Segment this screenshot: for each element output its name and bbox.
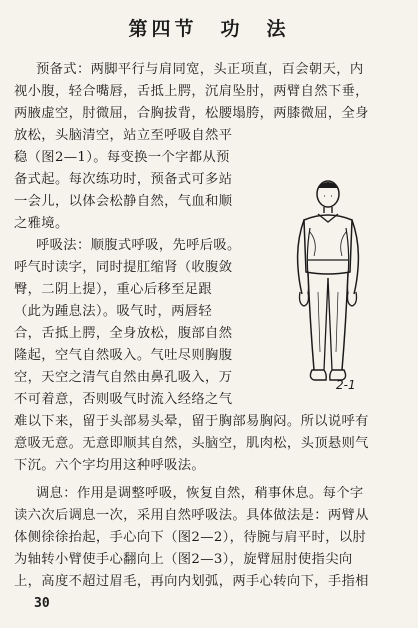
- section-title: 第四节 功 法: [128, 18, 290, 40]
- text-line: 下沉。六个字均用这种呼吸法。: [14, 458, 206, 473]
- text-line: 为轴转小臂使手心翻向上（图2—3），旋臂屈肘使指尖向: [14, 552, 353, 567]
- text-line: 呼吸法：顺腹式呼吸，先呼后吸。: [36, 238, 241, 253]
- text-line: 一会儿，以体会松静自然，气血和顺: [14, 194, 233, 209]
- text-line: 放松，头脑清空，站立至呼吸自然平: [14, 128, 233, 143]
- text-line: 臀，二阴上提），重心后移至足跟: [14, 282, 213, 297]
- text-line: 体侧徐徐抬起，手心向下（图2—2），待腕与肩平时，以肘: [14, 530, 367, 545]
- text-line: 之雅境。: [14, 216, 69, 231]
- text-line: 两腋虚空，肘微屈，合胸拔背，松腰塌胯，两膝微屈，全身: [14, 106, 369, 121]
- text-line: 备式起。每次练功时，预备式可多站: [14, 172, 233, 187]
- standing-person-illustration: [270, 172, 390, 392]
- text-line: 隆起，空气自然吸入。气吐尽则胸腹: [14, 348, 233, 363]
- page-number: 30: [34, 596, 50, 611]
- text-line: （此为踵息法）。吸气时，两唇轻: [14, 304, 213, 319]
- text-line: 空，天空之清气自然由鼻孔吸入，万: [14, 370, 233, 385]
- text-line: 难以下来，留于头部易头晕，留于胸部易胸闷。所以说呼有: [14, 414, 369, 429]
- text-line: 读六次后调息一次，采用自然呼吸法。具体做法是：两臂从: [14, 508, 369, 523]
- text-line: 视小腹，轻合嘴唇，舌抵上腭，沉肩坠肘，两臂自然下垂，: [14, 84, 369, 99]
- text-line: 调息：作用是调整呼吸，恢复自然，稍事休息。每个字: [36, 486, 364, 501]
- figure-standing-person: [270, 172, 390, 392]
- text-line: 上，高度不超过眉毛，再向内划弧，两手心转向下，手指相: [14, 574, 369, 589]
- text-line: 稳（图2—1）。每变换一个字都从预: [14, 150, 230, 165]
- text-line: 不可着意，否则吸气时流入经络之气: [14, 392, 233, 407]
- text-line: 意吸无意。无意即顺其自然，头脑空，肌肉松，头顶悬则气: [14, 436, 369, 451]
- text-line: 合，舌抵上腭，全身放松，腹部自然: [14, 326, 233, 341]
- text-line: 呼气时读字，同时提肛缩肾（收腹敛: [14, 260, 233, 275]
- text-line: 预备式：两脚平行与肩同宽，头正项直，百会朝天，内: [36, 62, 364, 77]
- figure-caption: 2-1: [336, 378, 356, 392]
